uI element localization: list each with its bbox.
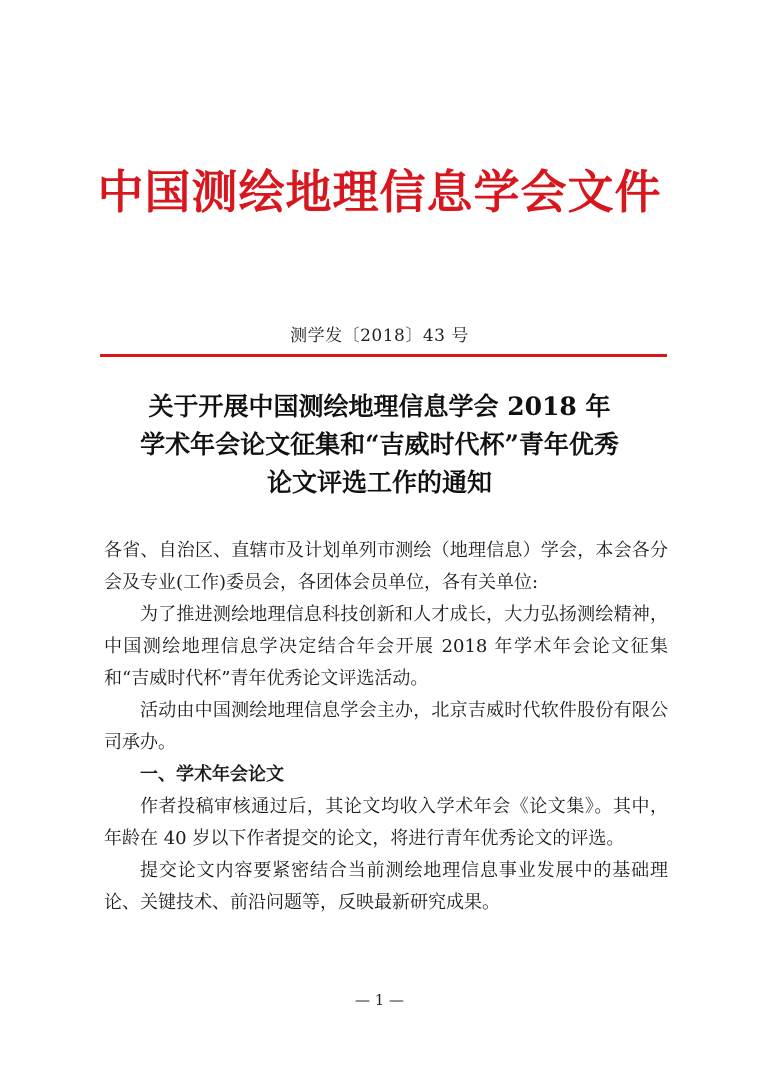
issuing-authority-header: 中国测绘地理信息学会文件: [97, 165, 662, 219]
salutation: 各省、自治区、直辖市及计划单列市测绘（地理信息）学会，本会各分会及专业(工作)委员会，各团体会员单位，各有关单位:: [104, 540, 668, 593]
body-paragraph-submission: 作者投稿审核通过后，其论文均收入学术年会《论文集》。其中，年龄在 40 岁以下作者提交的论文，将进行青年优秀论文的评选。: [104, 796, 668, 849]
notice-title-line-2: 学术年会论文征集和“吉威时代杯”青年优秀: [140, 430, 619, 459]
section-heading-academic-papers: 一、学术年会论文: [140, 764, 284, 785]
page-number: — 1 —: [354, 991, 405, 1009]
body-paragraph-organizers: 活动由中国测绘地理信息学会主办，北京吉威时代软件股份有限公司承办。: [104, 700, 668, 753]
body-paragraph-content-requirements: 提交论文内容要紧密结合当前测绘地理信息事业发展中的基础理论、关键技术、前沿问题等，反映最新研究成果。: [104, 860, 668, 913]
red-divider-line: [100, 354, 667, 357]
body-paragraph-purpose: 为了推进测绘地理信息科技创新和人才成长，大力弘扬测绘精神，中国测绘地理信息学决定结合年会开展 2018 年学术年会论文征集和“吉威时代杯”青年优秀论文评选活动。: [104, 604, 668, 689]
notice-title: [80, 388, 679, 502]
notice-body: [104, 535, 668, 919]
notice-title-line-1: 关于开展中国测绘地理信息学会 2018 年: [148, 392, 611, 421]
document-number: 测学发〔2018〕43 号: [290, 326, 469, 346]
notice-title-line-3: 论文评选工作的通知: [266, 468, 492, 497]
